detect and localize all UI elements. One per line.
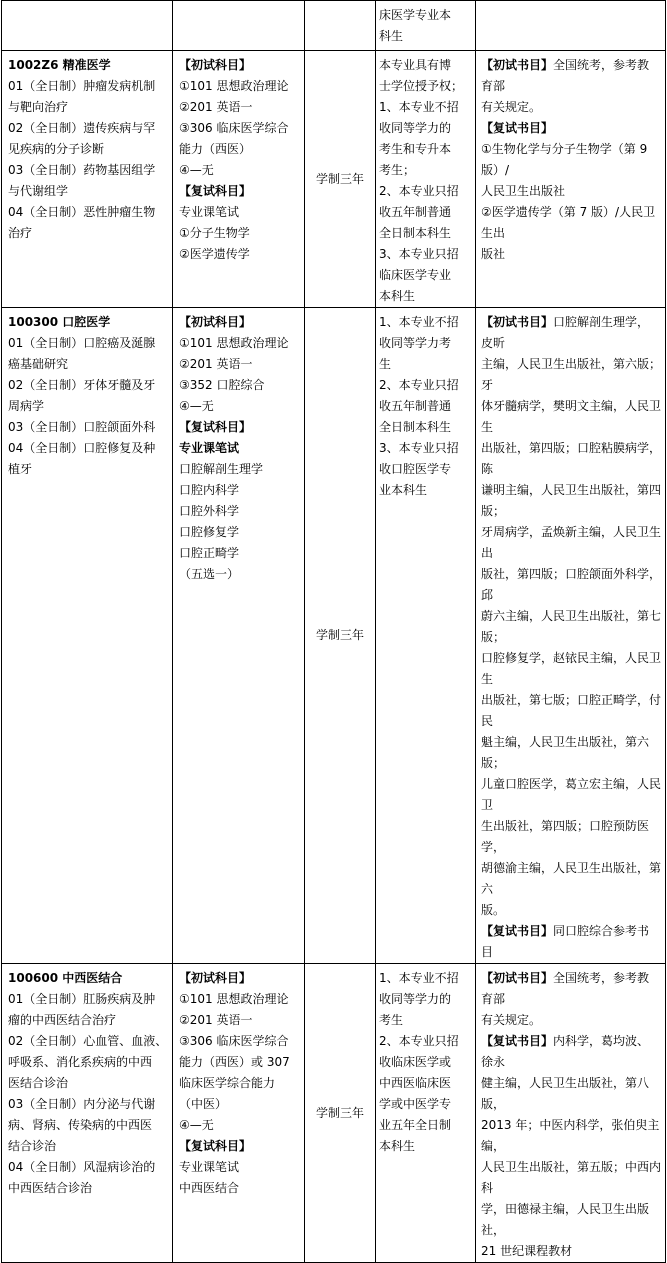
- research-direction-line: 03（全日制）口腔颌面外科: [8, 420, 156, 434]
- book-line: [481, 1073, 661, 1115]
- exam-item: ①101 思想政治理论: [179, 992, 289, 1006]
- book-text: 内科学，葛均波、徐永: [481, 1034, 650, 1069]
- book-line: [481, 522, 661, 564]
- book-text: 牙周病学，孟焕新主编，人民卫生出: [481, 525, 662, 560]
- duration-cell: [305, 51, 376, 308]
- retest-heading: 【复试科目】: [179, 184, 252, 198]
- research-direction-line: 结合诊治: [8, 1139, 57, 1153]
- book-line: [481, 1199, 661, 1241]
- duration-label: 学制三年: [315, 171, 364, 186]
- book-line: [481, 1010, 661, 1031]
- research-direction-line: 02（全日制）心血管、血液、: [8, 1034, 168, 1048]
- note-line: 考生: [379, 1013, 404, 1027]
- exam-item: ④—无: [179, 163, 214, 177]
- reference-books-cell: [476, 964, 666, 1263]
- exam-heading: 【初试科目】: [179, 58, 252, 72]
- retest-item: 口腔外科学: [179, 504, 240, 518]
- note-line: 2、本专业只招: [379, 1034, 459, 1048]
- book-text: 谦明主编，人民卫生出版社，第四版；: [481, 483, 662, 518]
- book-text: 版。: [481, 903, 506, 917]
- retest-books-label: 【复试书目】: [481, 924, 554, 938]
- notes-cell: [376, 1, 476, 51]
- exam-subjects-cell: [173, 964, 305, 1263]
- research-direction-line: 与代谢组学: [8, 184, 69, 198]
- exam-subjects-cell: [173, 51, 305, 308]
- research-direction-line: 周病学: [8, 399, 45, 413]
- book-text: 儿童口腔医学，葛立宏主编，人民卫: [481, 777, 662, 812]
- exam-heading: 【初试科目】: [179, 315, 252, 329]
- note-line: 生: [379, 357, 392, 371]
- note-line: 1、本专业不招: [379, 971, 459, 985]
- note-line: 1、本专业不招: [379, 100, 459, 114]
- note-line: 3、本专业只招: [379, 441, 459, 455]
- note-line: 本专业具有博: [379, 58, 452, 72]
- note-line: 业五年全日制: [379, 1118, 452, 1132]
- note-line: 考生和专升本: [379, 142, 452, 156]
- book-text: 人民卫生出版社，第五版；中西内科: [481, 1160, 662, 1195]
- exam-item: ④—无: [179, 1118, 214, 1132]
- note-line: 临床医学专业: [379, 268, 452, 282]
- book-text: 全国统考，参考教育部: [481, 58, 650, 93]
- retest-books-label: 【复试书目】: [481, 1034, 554, 1048]
- reference-books-cell: [476, 51, 666, 308]
- research-direction-line: 呼吸系、消化系疾病的中西: [8, 1055, 153, 1069]
- research-direction-line: 04（全日制）风湿病诊治的: [8, 1160, 156, 1174]
- book-line: 人民卫生出版社: [481, 184, 566, 198]
- research-direction-line: 01（全日制）肛肠疾病及肿: [8, 992, 156, 1006]
- table-row: [2, 51, 666, 308]
- book-line: [481, 690, 661, 732]
- retest-heading: 【复试科目】: [179, 420, 252, 434]
- note-line: 考生；: [379, 163, 416, 177]
- research-direction-line: 04（全日制）恶性肿瘤生物: [8, 205, 156, 219]
- book-text: 全国统考，参考教育部: [481, 971, 650, 1006]
- note-line: 本科生: [379, 1139, 416, 1153]
- book-text: 蔚六主编，人民卫生出版社，第七版；: [481, 609, 662, 644]
- exam-heading: 【初试科目】: [179, 971, 252, 985]
- note-line: 全日制本科生: [379, 226, 452, 240]
- book-line: [481, 732, 661, 774]
- major-cell: [2, 51, 173, 308]
- retest-item: ①分子生物学: [179, 226, 250, 240]
- retest-item: 专业课笔试: [179, 441, 240, 455]
- exam-item: （中医）: [179, 1097, 228, 1111]
- duration-label: 学制三年: [315, 628, 364, 642]
- book-line: 版社: [481, 247, 506, 261]
- note-line: 全日制本科生: [379, 420, 452, 434]
- note-line: 学或中医学专: [379, 1097, 452, 1111]
- exam-item: ③306 临床医学综合: [179, 1034, 289, 1048]
- major-title: 1002Z6 精准医学: [8, 58, 111, 72]
- research-direction-line: 04（全日制）口腔修复及种: [8, 441, 156, 455]
- research-direction-line: 医结合诊治: [8, 1076, 69, 1090]
- research-direction-line: 瘤的中西医结合治疗: [8, 1013, 117, 1027]
- note-line: 1、本专业不招: [379, 315, 459, 329]
- research-direction-line: 01（全日制）口腔癌及涎腺: [8, 336, 156, 350]
- exam-item: 能力（西医）: [179, 142, 252, 156]
- note-line: 收同等学力的: [379, 992, 452, 1006]
- research-direction-line: 03（全日制）药物基因组学: [8, 163, 156, 177]
- major-cell: [2, 964, 173, 1263]
- reference-books-cell: [476, 308, 666, 964]
- exam-item: ①101 思想政治理论: [179, 336, 289, 350]
- book-line: [481, 858, 661, 900]
- admissions-table: [1, 0, 666, 1263]
- research-direction-line: 治疗: [8, 226, 33, 240]
- exam-item: ④—无: [179, 399, 214, 413]
- notes-cell: [376, 51, 476, 308]
- retest-item: 口腔解剖生理学: [179, 462, 264, 476]
- major-title: 100300 口腔医学: [8, 315, 111, 329]
- book-text: 体牙髓病学，樊明文主编，人民卫生: [481, 399, 662, 434]
- table-row-continued: [2, 1, 666, 51]
- book-text: 生出版社，第四版；口腔预防医学，: [481, 819, 650, 854]
- notes-cell: [376, 308, 476, 964]
- book-text: 口腔修复学，赵铱民主编，人民卫生: [481, 651, 662, 686]
- book-line: [481, 564, 661, 606]
- book-text: 魁主编，人民卫生出版社，第六版；: [481, 735, 650, 770]
- book-line: [481, 900, 661, 921]
- retest-item: 口腔正畸学: [179, 546, 240, 560]
- exam-item: ①101 思想政治理论: [179, 79, 289, 93]
- duration-cell: [305, 308, 376, 964]
- exam-item: 临床医学综合能力: [179, 1076, 276, 1090]
- exam-item: 能力（西医）或 307: [179, 1055, 290, 1069]
- note-line: 科生: [379, 29, 404, 43]
- book-line: [481, 816, 661, 858]
- note-line: 收五年制普通: [379, 205, 452, 219]
- retest-item: 专业课笔试: [179, 1160, 240, 1174]
- book-text: 有关规定。: [481, 1013, 542, 1027]
- book-text: 有关规定。: [481, 100, 542, 114]
- note-line: 收同等学力考: [379, 336, 452, 350]
- research-direction-line: 见疾病的分子诊断: [8, 142, 105, 156]
- book-line: [481, 438, 661, 480]
- research-direction-line: 03（全日制）内分泌与代谢: [8, 1097, 156, 1111]
- note-line: 收口腔医学专: [379, 462, 452, 476]
- note-line: 中西医临床医: [379, 1076, 452, 1090]
- note-line: 士学位授予权；: [379, 79, 464, 93]
- book-text: 健主编，人民卫生出版社，第八版，: [481, 1076, 650, 1111]
- book-line: [481, 97, 661, 118]
- book-text: 主编，人民卫生出版社，第六版；牙: [481, 357, 662, 392]
- research-direction-line: 与靶向治疗: [8, 100, 69, 114]
- book-line: [481, 921, 661, 963]
- note-line: 2、本专业只招: [379, 378, 459, 392]
- book-text: 学，田德禄主编，人民卫生出版社，: [481, 1202, 650, 1237]
- retest-heading: 【复试科目】: [179, 1139, 252, 1153]
- exam-item: ②201 英语一: [179, 357, 253, 371]
- book-line: [481, 480, 661, 522]
- book-line: [481, 55, 661, 97]
- book-line: [481, 1157, 661, 1199]
- book-line: [481, 774, 661, 816]
- book-line: ①生物化学与分子生物学（第 9 版）/: [481, 142, 648, 177]
- major-title: 100600 中西医结合: [8, 971, 123, 985]
- book-line: [481, 1115, 661, 1157]
- note-line: 收临床医学或: [379, 1055, 452, 1069]
- note-line: 床医学专业本: [379, 8, 452, 22]
- book-text: 同口腔综合参考书目: [481, 924, 650, 959]
- book-text: 版社，第四版；口腔颌面外科学，邱: [481, 567, 662, 602]
- book-line: ②医学遗传学（第 7 版）/人民卫生出: [481, 205, 656, 240]
- major-cell: [2, 308, 173, 964]
- first-exam-books-label: 【初试书目】: [481, 971, 554, 985]
- exam-subjects-cell: [173, 308, 305, 964]
- exam-item: ③352 口腔综合: [179, 378, 265, 392]
- book-line: [481, 312, 661, 354]
- research-direction-line: 癌基础研究: [8, 357, 69, 371]
- table-row: [2, 964, 666, 1263]
- first-exam-books-label: 【初试书目】: [481, 58, 554, 72]
- book-line: [481, 396, 661, 438]
- book-line: [481, 968, 661, 1010]
- first-exam-books-label: 【初试书目】: [481, 315, 554, 329]
- note-line: 收五年制普通: [379, 399, 452, 413]
- note-line: 收同等学力的: [379, 121, 452, 135]
- book-text: 出版社，第四版；口腔粘膜病学，陈: [481, 441, 662, 476]
- note-line: 本科生: [379, 289, 416, 303]
- note-line: 3、本专业只招: [379, 247, 459, 261]
- research-direction-line: 01（全日制）肿瘤发病机制: [8, 79, 156, 93]
- book-line: [481, 1031, 661, 1073]
- book-text: 21 世纪课程教材: [481, 1244, 573, 1258]
- retest-item: ②医学遗传学: [179, 247, 250, 261]
- note-line: 业本科生: [379, 483, 428, 497]
- book-line: [481, 606, 661, 648]
- table-row: [2, 308, 666, 964]
- retest-item: 口腔内科学: [179, 483, 240, 497]
- retest-item: 口腔修复学: [179, 525, 240, 539]
- book-text: 出版社，第七版；口腔正畸学，付民: [481, 693, 662, 728]
- retest-item: （五选一）: [179, 567, 240, 581]
- book-line: [481, 648, 661, 690]
- research-direction-line: 02（全日制）牙体牙髓及牙: [8, 378, 156, 392]
- exam-item: ③306 临床医学综合: [179, 121, 289, 135]
- research-direction-line: 病、肾病、传染病的中西医: [8, 1118, 153, 1132]
- duration-cell: [305, 964, 376, 1263]
- research-direction-line: 植牙: [8, 462, 33, 476]
- book-text: 2013 年；中医内科学，张伯臾主编，: [481, 1118, 660, 1153]
- book-line: [481, 354, 661, 396]
- exam-item: ②201 英语一: [179, 1013, 253, 1027]
- retest-item: 中西医结合: [179, 1181, 240, 1195]
- book-text: 胡德渝主编，人民卫生出版社，第六: [481, 861, 662, 896]
- book-text: 口腔解剖生理学，皮昕: [481, 315, 650, 350]
- exam-item: ②201 英语一: [179, 100, 253, 114]
- retest-books-label: 【复试书目】: [481, 121, 554, 135]
- research-direction-line: 02（全日制）遗传疾病与罕: [8, 121, 156, 135]
- research-direction-line: 中西医结合诊治: [8, 1181, 93, 1195]
- book-line: [481, 1241, 661, 1262]
- retest-item: 专业课笔试: [179, 205, 240, 219]
- note-line: 2、本专业只招: [379, 184, 459, 198]
- duration-label: 学制三年: [315, 1105, 364, 1120]
- notes-cell: [376, 964, 476, 1263]
